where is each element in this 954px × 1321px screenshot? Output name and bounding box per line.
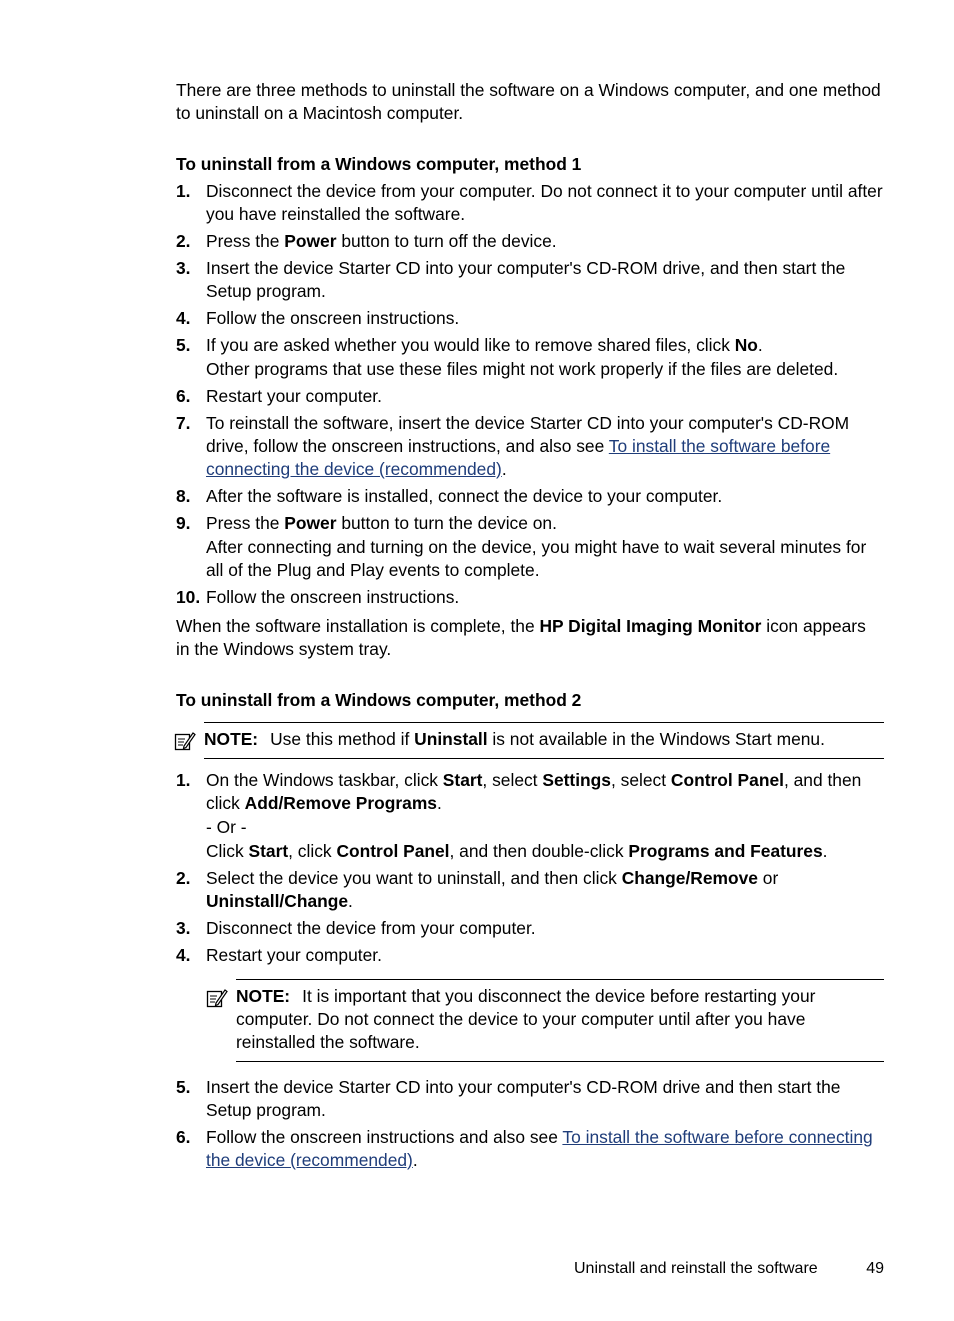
step-number: 6. — [176, 386, 191, 406]
step-text: Restart your computer. — [206, 945, 382, 965]
step-subtext: After connecting and turning on the device, you might have to wait several minutes for all of the Plug and Play events to complete. — [206, 537, 867, 580]
method1-conclusion — [176, 615, 884, 661]
list-item — [176, 307, 884, 330]
step-text: Follow the onscreen instructions. — [206, 587, 460, 607]
monitor-term: HP Digital Imaging Monitor — [539, 616, 762, 636]
step-text: . — [822, 841, 828, 861]
step-text: Select the device you want to uninstall, and then click — [206, 868, 622, 888]
note-pencil-icon — [206, 987, 228, 1009]
list-item — [176, 1076, 884, 1122]
step-number: 7. — [176, 413, 191, 433]
step-text: or — [757, 868, 779, 888]
step-number: 1. — [176, 181, 191, 201]
note-text: Use this method if — [270, 729, 415, 749]
list-item — [176, 412, 884, 481]
step-text: Press the — [206, 513, 285, 533]
step-text: On the Windows taskbar, click — [206, 770, 443, 790]
note-label: NOTE: — [236, 986, 291, 1006]
step-number: 3. — [176, 918, 191, 938]
step-subtext — [206, 840, 884, 863]
note-label: NOTE: — [204, 729, 259, 749]
step-number: 2. — [176, 868, 191, 888]
start-term: Start — [442, 770, 483, 790]
control-panel-term: Control Panel — [670, 770, 784, 790]
step-text: Insert the device Starter CD into your computer's CD-ROM drive, and then start the Setup program. — [206, 258, 846, 301]
step-text: . — [412, 1150, 418, 1170]
step-text: . — [757, 335, 763, 355]
step-text: , and then double-click — [449, 841, 629, 861]
uninstall-term: Uninstall — [414, 729, 488, 749]
method2-heading: To uninstall from a Windows computer, method 2 — [176, 690, 582, 710]
step-text: , select — [482, 770, 543, 790]
step-text: To reinstall the software, insert the device Starter CD into your computer's CD-ROM drive, follow the onscreen instructions, and also see — [206, 413, 850, 456]
change-remove-term: Change/Remove — [621, 868, 758, 888]
footer-section-title: Uninstall and reinstall the software — [574, 1260, 818, 1277]
list-item — [176, 512, 884, 582]
step-number: 8. — [176, 486, 191, 506]
conclusion-text: When the software installation is complete, the — [176, 616, 540, 636]
list-item — [176, 385, 884, 408]
page-content — [176, 79, 884, 1176]
uninstall-change-term: Uninstall/Change — [206, 891, 349, 911]
note-text: is not available in the Windows Start menu. — [487, 729, 825, 749]
note-box — [204, 722, 884, 759]
list-item — [176, 485, 884, 508]
step-number: 4. — [176, 308, 191, 328]
install-before-connecting-link[interactable]: To install the software before connecting the device (recommended) — [206, 1127, 873, 1170]
list-item — [176, 586, 884, 609]
note-pencil-icon — [174, 730, 196, 752]
start-term: Start — [248, 841, 289, 861]
list-item — [176, 867, 884, 913]
conclusion-text: icon appears in the Windows system tray. — [176, 616, 866, 659]
step-text: , select — [610, 770, 671, 790]
step-text: , and then click — [206, 770, 862, 813]
list-item — [176, 257, 884, 303]
step-text: , click — [288, 841, 337, 861]
settings-term: Settings — [542, 770, 611, 790]
step-text: Press the — [206, 231, 285, 251]
method1-heading: To uninstall from a Windows computer, method 1 — [176, 154, 582, 174]
step-number: 5. — [176, 335, 191, 355]
step-text: Click — [206, 841, 249, 861]
list-item — [176, 180, 884, 226]
step-text: . — [501, 459, 507, 479]
step-number: 6. — [176, 1127, 191, 1147]
power-term: Power — [284, 231, 337, 251]
step-text: Insert the device Starter CD into your computer's CD-ROM drive and then start the Setup program. — [206, 1077, 841, 1120]
step-text: After the software is installed, connect the device to your computer. — [206, 486, 723, 506]
step-number: 4. — [176, 945, 191, 965]
list-item — [176, 230, 884, 253]
add-remove-programs-term: Add/Remove Programs — [244, 793, 437, 813]
step-number: 2. — [176, 231, 191, 251]
page-number: 49 — [866, 1260, 884, 1277]
step-text: . — [436, 793, 442, 813]
step-text: Restart your computer. — [206, 386, 382, 406]
list-item — [176, 769, 884, 863]
step-text: Disconnect the device from your computer. — [206, 918, 536, 938]
step-subtext: Other programs that use these files might not work properly if the files are deleted. — [206, 359, 839, 379]
step-text: Follow the onscreen instructions. — [206, 308, 460, 328]
step-number: 3. — [176, 258, 191, 278]
method1-steps — [176, 180, 884, 609]
or-separator: - Or - — [206, 817, 247, 837]
power-term: Power — [284, 513, 337, 533]
no-term: No — [734, 335, 758, 355]
list-item — [176, 1126, 884, 1172]
method2-steps — [176, 769, 884, 1172]
step-text: Disconnect the device from your computer. Do not connect it to your computer until after you have reinstalled the software. — [206, 181, 883, 224]
step-text: button to turn off the device. — [336, 231, 557, 251]
step-text: . — [348, 891, 353, 911]
step-text: Follow the onscreen instructions and also see — [206, 1127, 563, 1147]
list-item — [176, 917, 884, 940]
install-before-connecting-link[interactable]: To install the software before connecting the device (recommended) — [206, 436, 831, 479]
step-number: 10. — [176, 587, 201, 607]
step-text: button to turn the device on. — [336, 513, 557, 533]
step-text: If you are asked whether you would like to remove shared files, click — [206, 335, 735, 355]
intro-paragraph: There are three methods to uninstall the software on a Windows computer, and one method to uninstall on a Macintosh computer. — [176, 80, 881, 123]
programs-and-features-term: Programs and Features — [628, 841, 823, 861]
list-item — [176, 334, 884, 381]
control-panel-term: Control Panel — [336, 841, 450, 861]
step-number: 1. — [176, 770, 191, 790]
list-item — [176, 944, 884, 1062]
note-text: It is important that you disconnect the device before restarting your computer. Do not connect the device to your computer until after you have reinstalled the software. — [236, 986, 816, 1052]
step-number: 9. — [176, 513, 191, 533]
step-number: 5. — [176, 1077, 191, 1097]
note-box — [236, 979, 884, 1062]
